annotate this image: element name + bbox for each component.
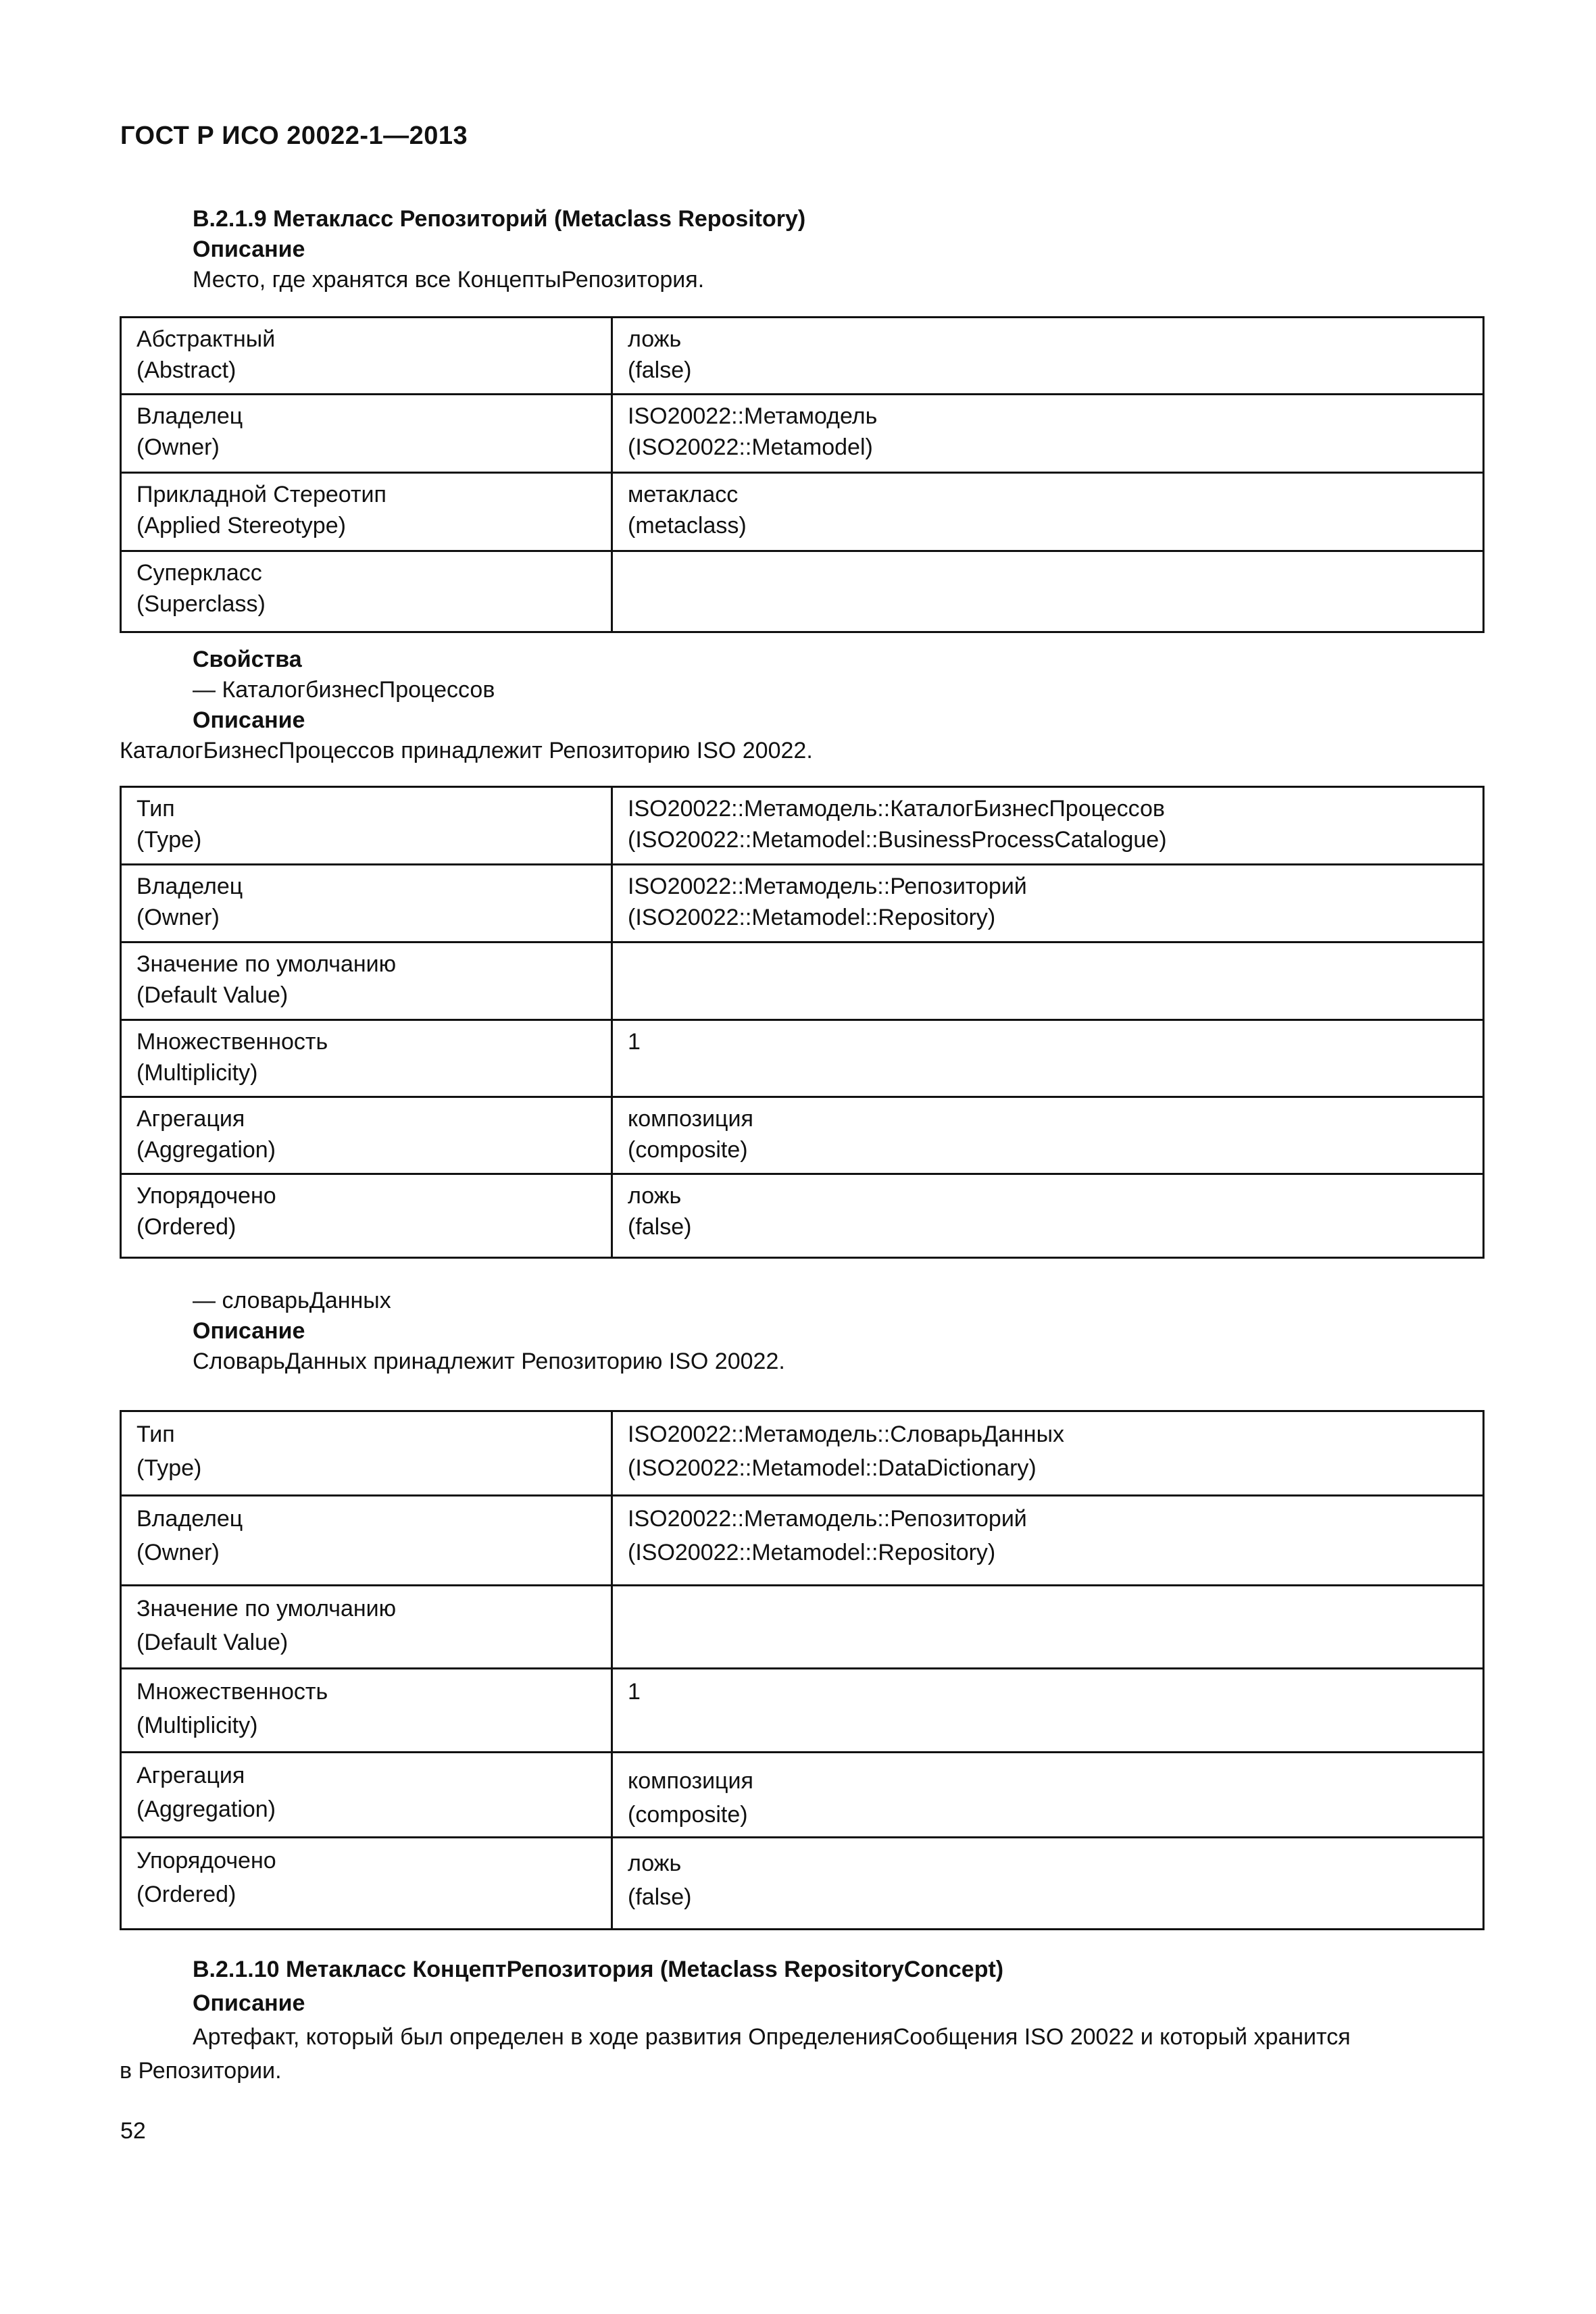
property-value-cell: 1: [612, 1020, 1484, 1097]
table-row: [121, 551, 1484, 632]
description-text: Артефакт, который был определен в ходе развития ОпределенияСообщения ISO 20022 и который хранится: [193, 2024, 1351, 2050]
property-name-cell: Упорядочено (Ordered): [121, 1174, 612, 1258]
table-row: [121, 1411, 1484, 1496]
table-row: [121, 865, 1484, 942]
table-row: [121, 473, 1484, 551]
property-value-cell: композиция (composite): [612, 1753, 1484, 1838]
property-name-cell: Владелец (Owner): [121, 865, 612, 942]
table-row: [121, 1838, 1484, 1930]
property-value-cell: ложь (false): [612, 1174, 1484, 1258]
table-row: [121, 942, 1484, 1020]
property-name-cell: Значение по умолчанию (Default Value): [121, 1586, 612, 1669]
property-name-cell: Владелец (Owner): [121, 395, 612, 473]
table-row: [121, 1753, 1484, 1838]
property-name-cell: Тип (Type): [121, 1411, 612, 1496]
property-item: — КаталогбизнесПроцессов: [193, 677, 495, 703]
document-header: ГОСТ Р ИСО 20022-1—2013: [120, 122, 468, 150]
table-row: [121, 1020, 1484, 1097]
property-name-cell: Абстрактный (Abstract): [121, 318, 612, 395]
property-value-cell: ложь (false): [612, 1838, 1484, 1930]
property-value-cell: [612, 942, 1484, 1020]
section-b219: [193, 204, 805, 295]
property-value-cell: [612, 1586, 1484, 1669]
property-item: — словарьДанных: [193, 1288, 391, 1313]
property-value-cell: ISO20022::Метамодель::СловарьДанных (ISO20022::Metamodel::DataDictionary): [612, 1411, 1484, 1496]
section-title: B.2.1.9 Метакласс Репозиторий (Metaclass Repository): [193, 206, 806, 232]
properties-label: Свойства: [193, 647, 302, 672]
property-value-cell: ISO20022::Метамодель::Репозиторий (ISO20022::Metamodel::Repository): [612, 865, 1484, 942]
property-name-cell: Владелец (Owner): [121, 1496, 612, 1586]
property-name-cell: Агрегация (Aggregation): [121, 1097, 612, 1174]
property-name-cell: Множественность (Multiplicity): [121, 1669, 612, 1753]
table-row: [121, 318, 1484, 395]
property-value-cell: ISO20022::Метамодель::Репозиторий (ISO20022::Metamodel::Repository): [612, 1496, 1484, 1586]
description-text: КаталогБизнесПроцессов принадлежит Репозиторию ISO 20022.: [120, 738, 813, 763]
description-label: Описание: [193, 1318, 305, 1344]
description-text-cont: в Репозитории.: [120, 2058, 282, 2084]
property-name-cell: Агрегация (Aggregation): [121, 1753, 612, 1838]
table-row: [121, 1174, 1484, 1258]
property-table-1: [120, 786, 1485, 1259]
property-table-2: [120, 1410, 1485, 1930]
property-value-cell: 1: [612, 1669, 1484, 1753]
table-row: [121, 395, 1484, 473]
table-row: [121, 1097, 1484, 1174]
description-text: Место, где хранятся все КонцептыРепозитория.: [193, 267, 705, 293]
description-label: Описание: [193, 236, 305, 262]
properties-block-2: [193, 1286, 785, 1377]
section-title: B.2.1.10 Метакласс КонцептРепозитория (Metaclass RepositoryConcept): [193, 1957, 1004, 1982]
table-row: [121, 1496, 1484, 1586]
page-number: 52: [120, 2118, 146, 2144]
property-name-cell: Значение по умолчанию (Default Value): [121, 942, 612, 1020]
property-value-cell: ISO20022::Метамодель::КаталогБизнесПроцессов (ISO20022::Metamodel::BusinessProcessCatalogue): [612, 787, 1484, 865]
property-name-cell: Множественность (Multiplicity): [121, 1020, 612, 1097]
table-row: [121, 1669, 1484, 1753]
property-value-cell: ISO20022::Метамодель (ISO20022::Metamodel): [612, 395, 1484, 473]
property-name-cell: Прикладной Стереотип (Applied Stereotype): [121, 473, 612, 551]
property-value-cell: композиция (composite): [612, 1097, 1484, 1174]
metaclass-table: [120, 316, 1485, 633]
properties-block-1: [120, 645, 813, 766]
table-row: [121, 787, 1484, 865]
property-name-cell: Суперкласс (Superclass): [121, 551, 612, 632]
property-value-cell: ложь (false): [612, 318, 1484, 395]
description-label: Описание: [193, 1990, 305, 2016]
table-row: [121, 1586, 1484, 1669]
property-name-cell: Упорядочено (Ordered): [121, 1838, 612, 1930]
property-name-cell: Тип (Type): [121, 787, 612, 865]
description-label: Описание: [193, 707, 305, 733]
description-text: СловарьДанных принадлежит Репозиторию ISO 20022.: [193, 1349, 785, 1374]
section-b2110: [120, 1953, 1485, 2088]
property-value-cell: метакласс (metaclass): [612, 473, 1484, 551]
property-value-cell: [612, 551, 1484, 632]
